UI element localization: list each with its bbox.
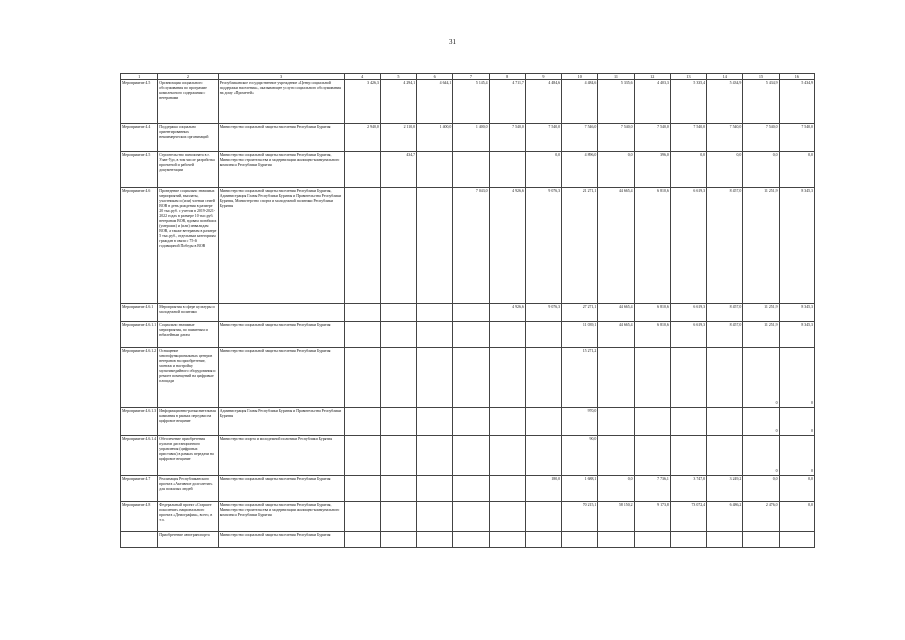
- value-cell: 0: [743, 436, 779, 476]
- value-cell: [417, 322, 453, 348]
- value-cell: 1 688,1: [562, 476, 598, 502]
- value-cell: 4 484,6: [562, 80, 598, 124]
- measure-code-cell: Мероприятие 4.7: [121, 476, 158, 502]
- value-cell: [525, 502, 561, 532]
- value-cell: [743, 532, 779, 548]
- value-cell: 90,0: [562, 436, 598, 476]
- value-cell: 11 251,9: [743, 304, 779, 322]
- value-cell: 70 215,1: [562, 502, 598, 532]
- value-cell: 0,0: [743, 152, 779, 188]
- table-row: [121, 80, 815, 124]
- table-row: [121, 348, 815, 408]
- executor-cell: Министерство социальной защиты населения Республики Бурятия, Администрация Главы Республики Бурятия и Правительства Республики Бурятия, Министерство спорта и молодежной политики Республики Бурятия: [218, 188, 344, 304]
- measure-name-cell: Социально значимые мероприятия, по памятным и юбилейным датам: [158, 322, 218, 348]
- value-cell: [707, 436, 743, 476]
- table-row: [121, 304, 815, 322]
- executor-cell: Республиканское государственное учреждение «Центр социальной поддержки населения», оказывающее услуги социального обслуживания на дому «Прометей»: [218, 80, 344, 124]
- value-cell: [344, 152, 380, 188]
- measure-name-cell: Информационно-разъяснительная кампания в рамках передачи на цифровое вещание: [158, 408, 218, 436]
- value-cell: [634, 532, 670, 548]
- value-cell: 0: [779, 408, 814, 436]
- measure-name-cell: Реализация Республиканского проекта «Активное долголетие» для пожилых людей: [158, 476, 218, 502]
- value-cell: [489, 532, 525, 548]
- column-header: 7: [453, 74, 489, 80]
- value-cell: [525, 532, 561, 548]
- measure-name-cell: Организация социального обслуживания по программе комплексного содержания с ветеранами: [158, 80, 218, 124]
- value-cell: [344, 436, 380, 476]
- value-cell: [417, 532, 453, 548]
- value-cell: 0: [743, 348, 779, 408]
- measure-name-cell: Проведение социально значимых мероприятий, выплаты, участникам и (или) членам семей ВОВ в день рождения в размере 20 тыс.руб. с учетом в 2019-2021-2022 годах в размере 10 тыс.руб. ветеранам ВОВ, вдовам погибших (умерших) и (или) инвалидам ВОВ, а также ветеранам в размере 5 тыс.руб., отдельным категориям граждан в связи с 75-й годовщиной Победы в ВОВ: [158, 188, 218, 304]
- table-row: [121, 436, 815, 476]
- value-cell: [344, 532, 380, 548]
- value-cell: 7 546,0: [562, 124, 598, 152]
- measure-code-cell: [121, 532, 158, 548]
- value-cell: 6 619,3: [670, 322, 706, 348]
- executor-cell: Министерство социальной защиты населения Республики Бурятия: [218, 348, 344, 408]
- value-cell: [598, 532, 634, 548]
- value-cell: 4 294,1: [380, 80, 416, 124]
- value-cell: [453, 532, 489, 548]
- table-row: [121, 502, 815, 532]
- value-cell: 0: [743, 408, 779, 436]
- measure-code-cell: Мероприятие 4.6.1.2: [121, 348, 158, 408]
- value-cell: 0,0: [779, 502, 814, 532]
- value-cell: 5 434,9: [743, 80, 779, 124]
- value-cell: [417, 348, 453, 408]
- value-cell: 6 810,6: [634, 322, 670, 348]
- measure-name-cell: Приобретение автотранспорта: [158, 532, 218, 548]
- value-cell: [670, 348, 706, 408]
- column-header: 1: [121, 74, 158, 80]
- value-cell: [489, 436, 525, 476]
- value-cell: [598, 348, 634, 408]
- value-cell: [380, 408, 416, 436]
- measure-code-cell: Мероприятие 4.5: [121, 80, 158, 124]
- measure-code-cell: Мероприятие 4.5: [121, 152, 158, 188]
- value-cell: 6 619,3: [670, 188, 706, 304]
- value-cell: [344, 348, 380, 408]
- value-cell: [525, 322, 561, 348]
- table-row: [121, 532, 815, 548]
- value-cell: 7 540,0: [707, 124, 743, 152]
- value-cell: [779, 532, 814, 548]
- column-header: 6: [417, 74, 453, 80]
- executor-cell: Администрация Главы Республики Бурятия и Правительства Республики Бурятия: [218, 408, 344, 436]
- column-header: 11: [598, 74, 634, 80]
- measure-code-cell: Мероприятие 4.6.1.3: [121, 408, 158, 436]
- value-cell: 3 249,2: [707, 476, 743, 502]
- table-row: [121, 124, 815, 152]
- value-cell: 9 076,3: [525, 304, 561, 322]
- value-cell: 4 403,3: [634, 80, 670, 124]
- program-measures-table: [120, 73, 815, 548]
- value-cell: 27 271,1: [562, 304, 598, 322]
- value-cell: [417, 476, 453, 502]
- value-cell: [453, 476, 489, 502]
- value-cell: [417, 436, 453, 476]
- value-cell: [670, 436, 706, 476]
- value-cell: 7 540,0: [489, 124, 525, 152]
- value-cell: [344, 304, 380, 322]
- column-header: 14: [707, 74, 743, 80]
- value-cell: [417, 502, 453, 532]
- value-cell: 7 540,0: [743, 124, 779, 152]
- column-header: 13: [670, 74, 706, 80]
- executor-cell: Министерство социальной защиты населения Республики Бурятия: [218, 532, 344, 548]
- value-cell: 4 926,6: [489, 188, 525, 304]
- value-cell: 44 665,4: [598, 188, 634, 304]
- value-cell: [417, 304, 453, 322]
- value-cell: [670, 532, 706, 548]
- value-cell: [344, 408, 380, 436]
- value-cell: 2 110,0: [380, 124, 416, 152]
- value-cell: [453, 322, 489, 348]
- value-cell: 0: [779, 348, 814, 408]
- value-cell: 6 619,3: [670, 304, 706, 322]
- executor-cell: Министерство социальной защиты населения Республики Бурятия: [218, 124, 344, 152]
- value-cell: 8 345,3: [779, 322, 814, 348]
- value-cell: 2 476,0: [743, 502, 779, 532]
- value-cell: 4 484,6: [525, 80, 561, 124]
- value-cell: 6 486,2: [707, 502, 743, 532]
- value-cell: 2 940,0: [344, 124, 380, 152]
- value-cell: 15 271,2: [562, 348, 598, 408]
- value-cell: 7 043,0: [453, 188, 489, 304]
- value-cell: 5 335,6: [598, 80, 634, 124]
- executor-cell: Министерство социальной защиты населения Республики Бурятия: [218, 322, 344, 348]
- value-cell: [598, 408, 634, 436]
- column-header: 9: [525, 74, 561, 80]
- column-header: 4: [344, 74, 380, 80]
- measure-name-cell: Мероприятия в сфере культуры и молодежной политики: [158, 304, 218, 322]
- value-cell: [634, 348, 670, 408]
- measure-name-cell: Поддержка социально ориентированных некоммерческих организаций: [158, 124, 218, 152]
- value-cell: 8 457,0: [707, 304, 743, 322]
- value-cell: 11 251,9: [743, 188, 779, 304]
- value-cell: 11 251,9: [743, 322, 779, 348]
- value-cell: [380, 502, 416, 532]
- value-cell: [417, 152, 453, 188]
- value-cell: [525, 348, 561, 408]
- value-cell: 5 434,9: [707, 80, 743, 124]
- value-cell: 0,0: [743, 476, 779, 502]
- value-cell: [489, 476, 525, 502]
- value-cell: [380, 304, 416, 322]
- value-cell: [453, 304, 489, 322]
- value-cell: 8 345,3: [779, 188, 814, 304]
- value-cell: 7 540,0: [598, 124, 634, 152]
- value-cell: 9 173,8: [634, 502, 670, 532]
- page-number: 31: [449, 38, 456, 46]
- measure-code-cell: Мероприятие 4.4: [121, 124, 158, 152]
- value-cell: 0,0: [598, 152, 634, 188]
- value-cell: [525, 436, 561, 476]
- value-cell: 8 457,0: [707, 188, 743, 304]
- column-header: 10: [562, 74, 598, 80]
- value-cell: [598, 436, 634, 476]
- value-cell: [344, 188, 380, 304]
- value-cell: 7 736,1: [634, 476, 670, 502]
- executor-cell: Министерство спорта и молодежной политики Республики Бурятия: [218, 436, 344, 476]
- value-cell: 11 039,1: [562, 322, 598, 348]
- measure-name-cell: Строительство пансионата в г. Улан-Удэ, в том числе разработка проектной и рабочей документации: [158, 152, 218, 188]
- value-cell: [489, 152, 525, 188]
- value-cell: [562, 532, 598, 548]
- measure-code-cell: Мероприятие 4.8: [121, 502, 158, 532]
- value-cell: [380, 476, 416, 502]
- value-cell: 6 810,6: [634, 188, 670, 304]
- value-cell: 1 400,0: [453, 124, 489, 152]
- executor-cell: Министерство социальной защиты населения Республики Бурятия: [218, 476, 344, 502]
- value-cell: 0,0: [525, 152, 561, 188]
- value-cell: [380, 532, 416, 548]
- column-header: 5: [380, 74, 416, 80]
- value-cell: [707, 348, 743, 408]
- measure-name-cell: Оснащение многофункциональных центров ветеранов на приобретение, монтаж и настройку мультимедийного оборудования и ремонт помещений на цифровые площади: [158, 348, 218, 408]
- executor-cell: Министерство социальной защиты населения Республики Бурятия, Министерство строительства и модернизации жилищно-коммунального комплекса Республики Бурятия: [218, 502, 344, 532]
- value-cell: 6 810,6: [634, 304, 670, 322]
- table-row: [121, 322, 815, 348]
- value-cell: [670, 408, 706, 436]
- value-cell: 73 072,4: [670, 502, 706, 532]
- measure-code-cell: Мероприятие 4.6.1: [121, 304, 158, 322]
- executor-cell: [218, 304, 344, 322]
- value-cell: 0,0: [707, 152, 743, 188]
- value-cell: [453, 408, 489, 436]
- value-cell: [344, 476, 380, 502]
- value-cell: 9 076,3: [525, 188, 561, 304]
- value-cell: 4 644,1: [417, 80, 453, 124]
- column-header: 8: [489, 74, 525, 80]
- value-cell: 4 711,7: [489, 80, 525, 124]
- value-cell: 396,0: [634, 152, 670, 188]
- measure-code-cell: Мероприятие 4.6.1.4: [121, 436, 158, 476]
- value-cell: [417, 188, 453, 304]
- value-cell: [453, 436, 489, 476]
- column-header: 15: [743, 74, 779, 80]
- value-cell: [380, 436, 416, 476]
- table-row: [121, 408, 815, 436]
- value-cell: 7 540,0: [670, 124, 706, 152]
- value-cell: [489, 348, 525, 408]
- column-header: 2: [158, 74, 218, 80]
- value-cell: 3 747,0: [670, 476, 706, 502]
- value-cell: [634, 408, 670, 436]
- table-row: [121, 188, 815, 304]
- table-row: [121, 476, 815, 502]
- executor-cell: Министерство социальной защиты населения Республики Бурятия, Министерство строительства и модернизации жилищно-коммунального комплекса Республики Бурятия: [218, 152, 344, 188]
- measure-name-cell: Федеральный проект «Старшее поколение» национального проекта «Демография», всего, в т.ч.: [158, 502, 218, 532]
- value-cell: [525, 408, 561, 436]
- value-cell: [707, 532, 743, 548]
- value-cell: 58 150,2: [598, 502, 634, 532]
- value-cell: 5 434,9: [779, 80, 814, 124]
- value-cell: 434,7: [380, 152, 416, 188]
- value-cell: 0,0: [779, 152, 814, 188]
- measure-code-cell: Мероприятие 4.6: [121, 188, 158, 304]
- value-cell: 7 540,0: [525, 124, 561, 152]
- value-cell: 5 335,4: [670, 80, 706, 124]
- value-cell: [707, 408, 743, 436]
- value-cell: [380, 322, 416, 348]
- value-cell: [634, 436, 670, 476]
- value-cell: 8 345,3: [779, 304, 814, 322]
- column-header: 12: [634, 74, 670, 80]
- value-cell: [344, 322, 380, 348]
- value-cell: [453, 152, 489, 188]
- value-cell: 8 457,0: [707, 322, 743, 348]
- value-cell: 0,0: [670, 152, 706, 188]
- measure-name-cell: Обеспечение приобретения пультов дистанционного управления (цифровых приставок) в рамках передачи на цифровое вещание: [158, 436, 218, 476]
- value-cell: [453, 348, 489, 408]
- value-cell: 7 540,0: [634, 124, 670, 152]
- value-cell: 1 400,0: [417, 124, 453, 152]
- table-row: [121, 152, 815, 188]
- value-cell: 44 665,4: [598, 304, 634, 322]
- value-cell: 44 665,4: [598, 322, 634, 348]
- value-cell: 0,0: [598, 476, 634, 502]
- value-cell: [380, 348, 416, 408]
- column-header: 16: [779, 74, 814, 80]
- value-cell: 0,0: [779, 476, 814, 502]
- value-cell: 7 540,0: [779, 124, 814, 152]
- value-cell: 3 426,3: [344, 80, 380, 124]
- value-cell: [417, 408, 453, 436]
- measure-code-cell: Мероприятие 4.6.1.1: [121, 322, 158, 348]
- value-cell: [453, 502, 489, 532]
- value-cell: 970,0: [562, 408, 598, 436]
- value-cell: 5 145,4: [453, 80, 489, 124]
- value-cell: [489, 408, 525, 436]
- value-cell: 4 926,6: [489, 304, 525, 322]
- column-header: 3: [218, 74, 344, 80]
- value-cell: 0: [779, 436, 814, 476]
- value-cell: 4 896,0: [562, 152, 598, 188]
- value-cell: [344, 502, 380, 532]
- value-cell: [489, 322, 525, 348]
- value-cell: [380, 188, 416, 304]
- value-cell: 21 271,1: [562, 188, 598, 304]
- value-cell: 180,0: [525, 476, 561, 502]
- value-cell: [489, 502, 525, 532]
